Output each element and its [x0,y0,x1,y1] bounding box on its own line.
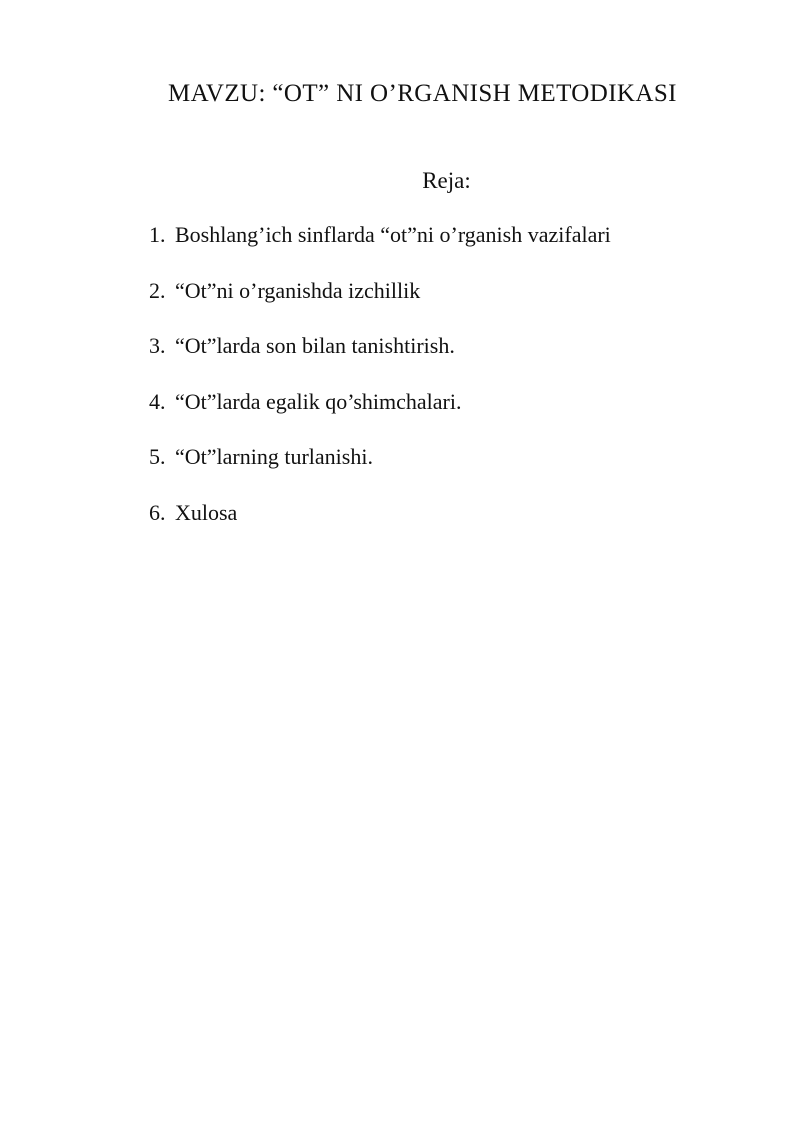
plan-item-number: 4. [149,388,166,414]
plan-item-3 [149,331,611,387]
plan-item-6 [149,498,611,554]
plan-item-text: “Ot”ni o’rganishda izchillik [175,277,421,303]
plan-item-text: Boshlang’ich sinflarda “ot”ni o’rganish vazifalari [175,222,611,247]
plan-item-5 [149,442,611,498]
plan-item-1 [149,220,611,276]
plan-item-number: 2. [149,277,166,303]
plan-item-4 [149,387,611,443]
plan-item-number: 6. [149,499,166,525]
plan-item-text: “Ot”larning turlanishi. [175,444,373,469]
document-title: MAVZU: “OT” NI O’RGANISH METODIKASI [168,80,677,107]
plan-item-number: 3. [149,333,166,358]
plan-list [149,220,611,553]
plan-item-2 [149,276,611,332]
plan-item-number: 1. [149,222,166,247]
plan-item-text: “Ot”larda son bilan tanishtirish. [175,333,455,358]
plan-item-text: Xulosa [175,499,238,525]
plan-item-number: 5. [149,444,166,469]
plan-item-text: “Ot”larda egalik qo’shimchalari. [175,388,462,414]
plan-heading: Reja: [422,168,471,193]
